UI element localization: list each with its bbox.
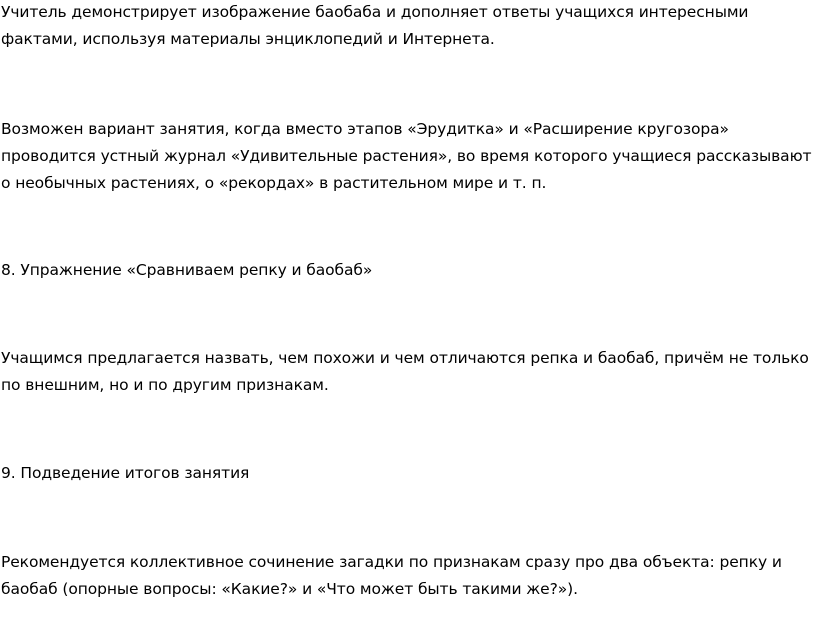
heading-summary-9: [1, 460, 249, 487]
paragraph-compare: [1, 345, 809, 399]
text-line: проводится устный журнал «Удивительные растения», во время которого учащиеся рассказывают: [1, 147, 812, 165]
text-line: о необычных растениях, о «рекордах» в растительном мире и т. п.: [1, 174, 547, 192]
paragraph-intro: [1, 0, 748, 53]
text-line: фактами, используя материалы энциклопедий и Интернета.: [1, 30, 495, 48]
heading-exercise-8: [1, 257, 372, 284]
text-line: баобаб (опорные вопросы: «Какие?» и «Что может быть такими же?»).: [1, 580, 578, 598]
text-line: Рекомендуется коллективное сочинение загадки по признакам сразу про два объекта: репку и: [1, 553, 782, 571]
text-line: Учащимся предлагается назвать, чем похожи и чем отличаются репка и баобаб, причём не только: [1, 349, 809, 367]
text-line: по внешним, но и по другим признакам.: [1, 376, 329, 394]
paragraph-riddle: [1, 549, 782, 603]
text-line: Учитель демонстрирует изображение баобаба и дополняет ответы учащихся интересными: [1, 3, 749, 21]
text-line: 8. Упражнение «Сравниваем репку и баобаб»: [1, 261, 373, 279]
paragraph-variant: [1, 116, 811, 197]
text-line: 9. Подведение итогов занятия: [1, 464, 250, 482]
text-line: Возможен вариант занятия, когда вместо этапов «Эрудитка» и «Расширение кругозора»: [1, 120, 729, 138]
